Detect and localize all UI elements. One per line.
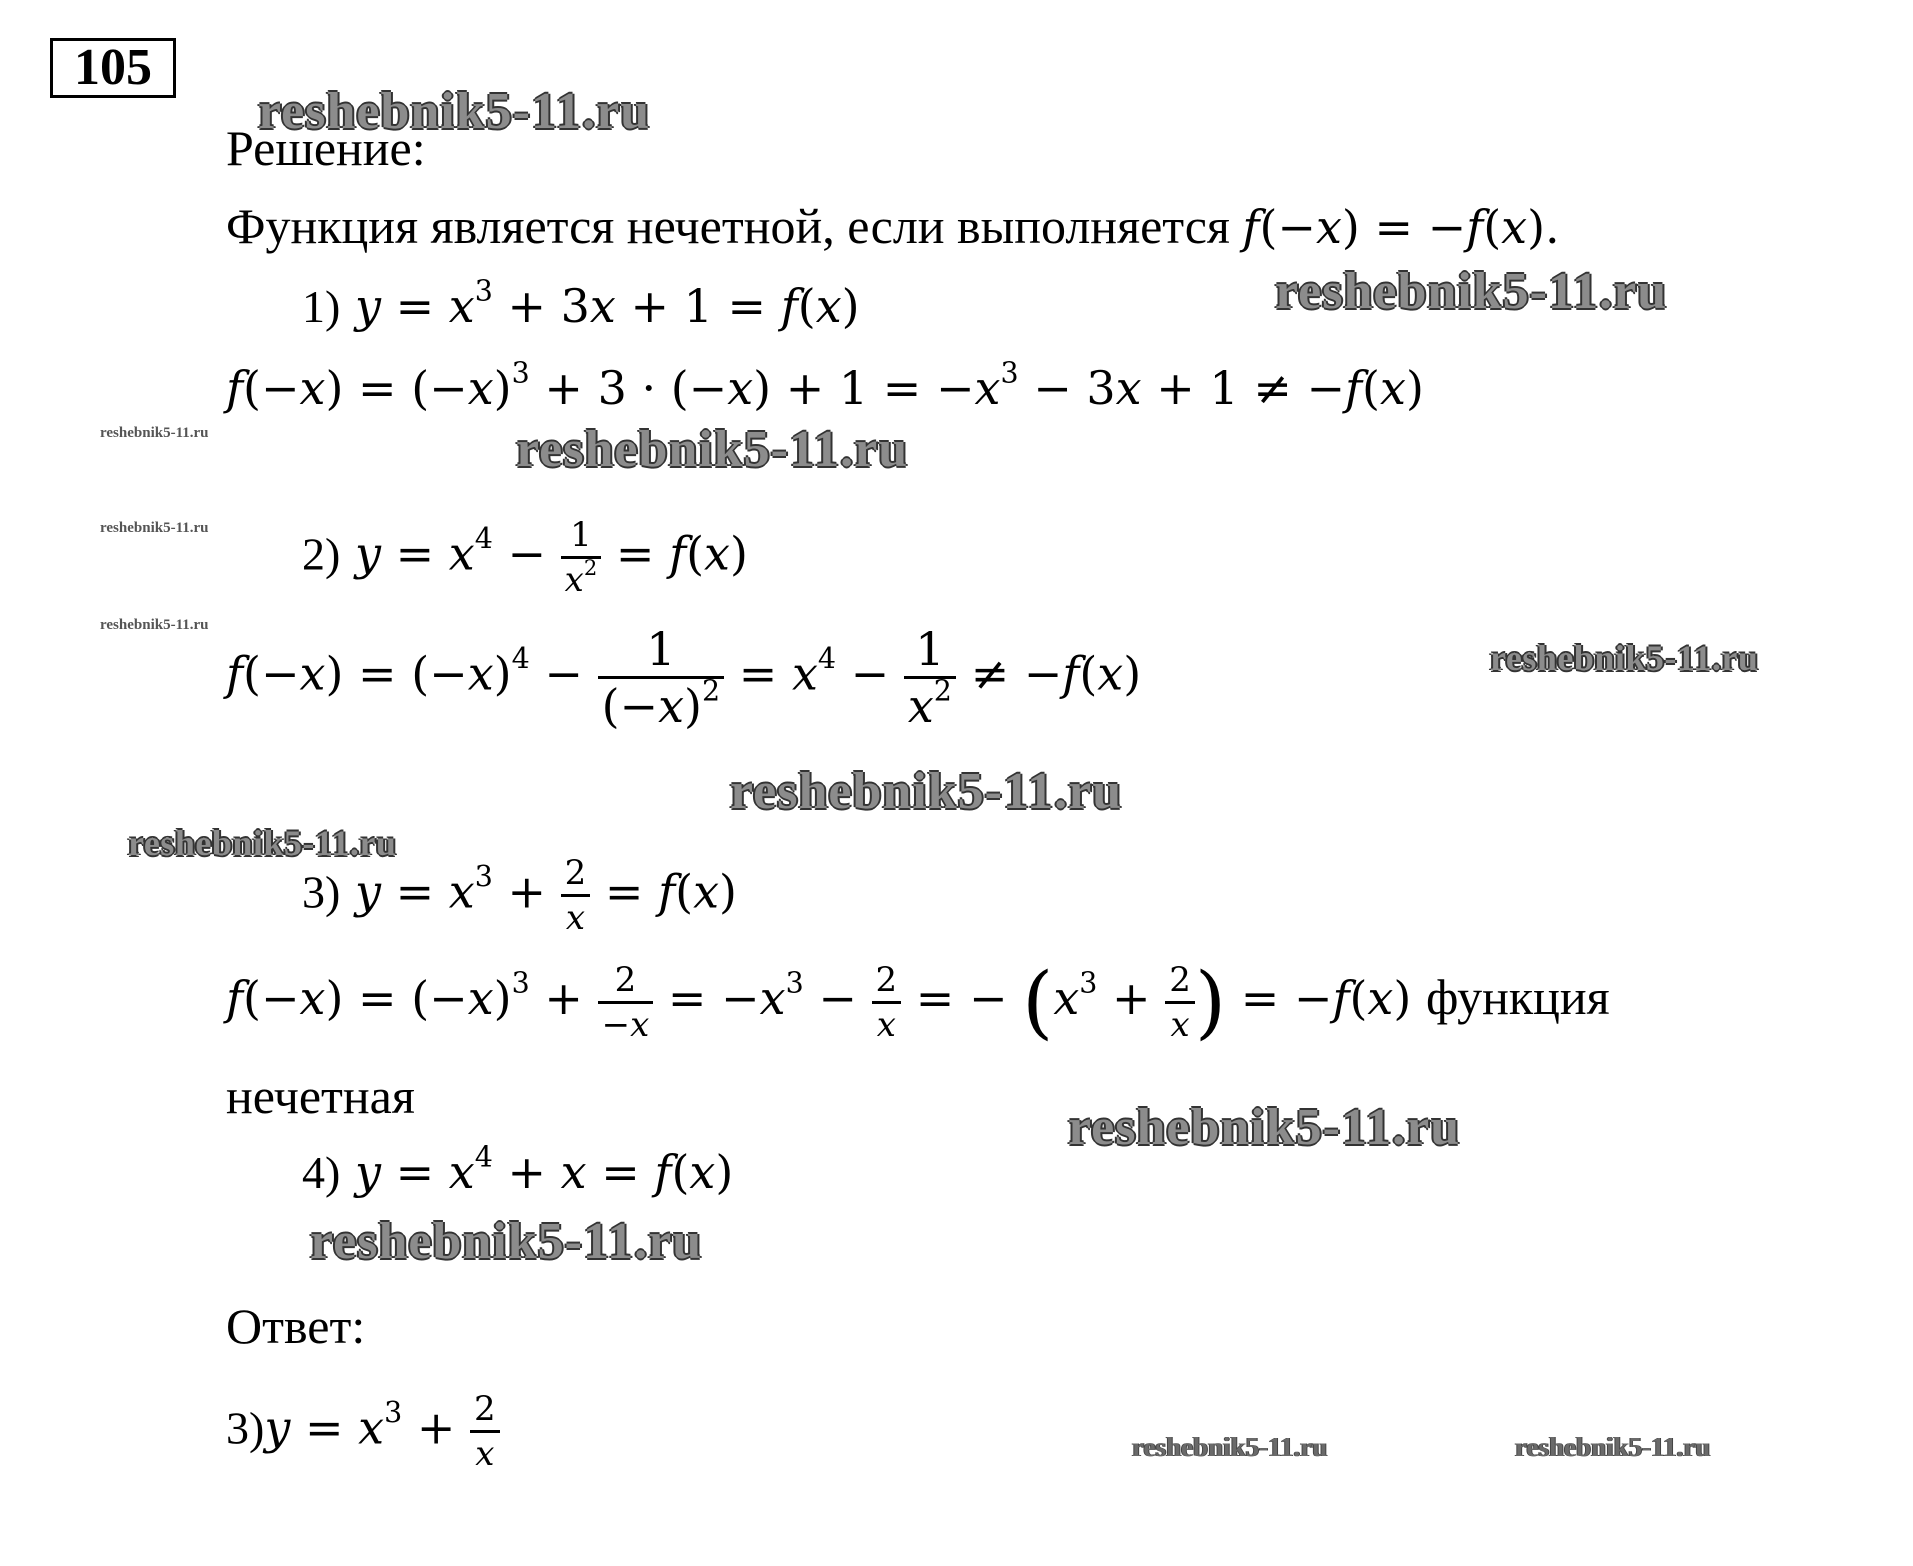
item-number: 1) [302, 281, 341, 332]
item-2-function: 2) $y = x^4$ − $\frac{1}{x^2}$ = f(x) [302, 515, 748, 600]
intro-text: Функция является нечетной, если выполняется [226, 198, 1230, 254]
watermark-small: reshebnik5-11.ru [100, 520, 209, 536]
item-3-check: $f(-x) = (-x)^3$ + $\frac{2}{-x}$ = $-x^3$ − $\frac{2}{x}$ = − ($x^3$ + $\frac{2}{x}$ ) = −f(x) функция [226, 955, 1610, 1048]
word-odd: нечетная [226, 1068, 415, 1124]
watermark: reshebnik5-11.ru [128, 823, 397, 863]
watermark: reshebnik5-11.ru [1275, 263, 1668, 320]
watermark: reshebnik5-11.ru [1068, 1099, 1461, 1156]
solution-heading: Решение: [226, 120, 426, 176]
odd-condition-formula: f(−x) = −f(x). [1242, 200, 1560, 254]
watermark: reshebnik5-11.ru [730, 763, 1123, 820]
watermark: reshebnik5-11.ru [258, 83, 651, 140]
answer-number: 3) [226, 1402, 265, 1454]
intro-line [226, 196, 1560, 257]
item-1-function: 1) $y = x^3 + 3x + 1 = f(x)$ [302, 274, 860, 333]
answer-heading: Ответ: [226, 1298, 366, 1354]
answer-formula: $3)y = x^3$ + $\frac{2}{x}$ [226, 1392, 500, 1471]
watermark: reshebnik5-11.ru [1490, 638, 1759, 678]
item-4-function: 4) $y = x^4 + x = f(x)$ [302, 1140, 734, 1199]
item-number: 3) [302, 866, 341, 918]
watermark: reshebnik5-11.ru [310, 1213, 703, 1270]
word-function: функция [1425, 969, 1610, 1025]
watermark-small: reshebnik5-11.ru [100, 617, 209, 633]
problem-number: 105 [50, 38, 176, 98]
item-number: 4) [302, 1147, 341, 1198]
item-number: 2) [302, 528, 341, 580]
watermark-small: reshebnik5-11.ru [1132, 1432, 1328, 1462]
watermark: reshebnik5-11.ru [516, 421, 909, 478]
watermark-small: reshebnik5-11.ru [1515, 1432, 1711, 1462]
item-1-check: $f(-x) = (-x)^3 + 3 \cdot (-x) + 1 = -x^3 - 3x + 1 \ne -f(x)$ [226, 356, 1424, 415]
item-2-check: $f(-x) = (-x)^4$ − $\frac{1}{(-x)^2}$ = $x^4$ − $\frac{1}{x^2}$ ≠ −f(x) [226, 622, 1142, 733]
item-3-function: 3) $y = x^3$ + $\frac{2}{x}$ = f(x) [302, 853, 737, 938]
watermark-small: reshebnik5-11.ru [100, 425, 209, 441]
